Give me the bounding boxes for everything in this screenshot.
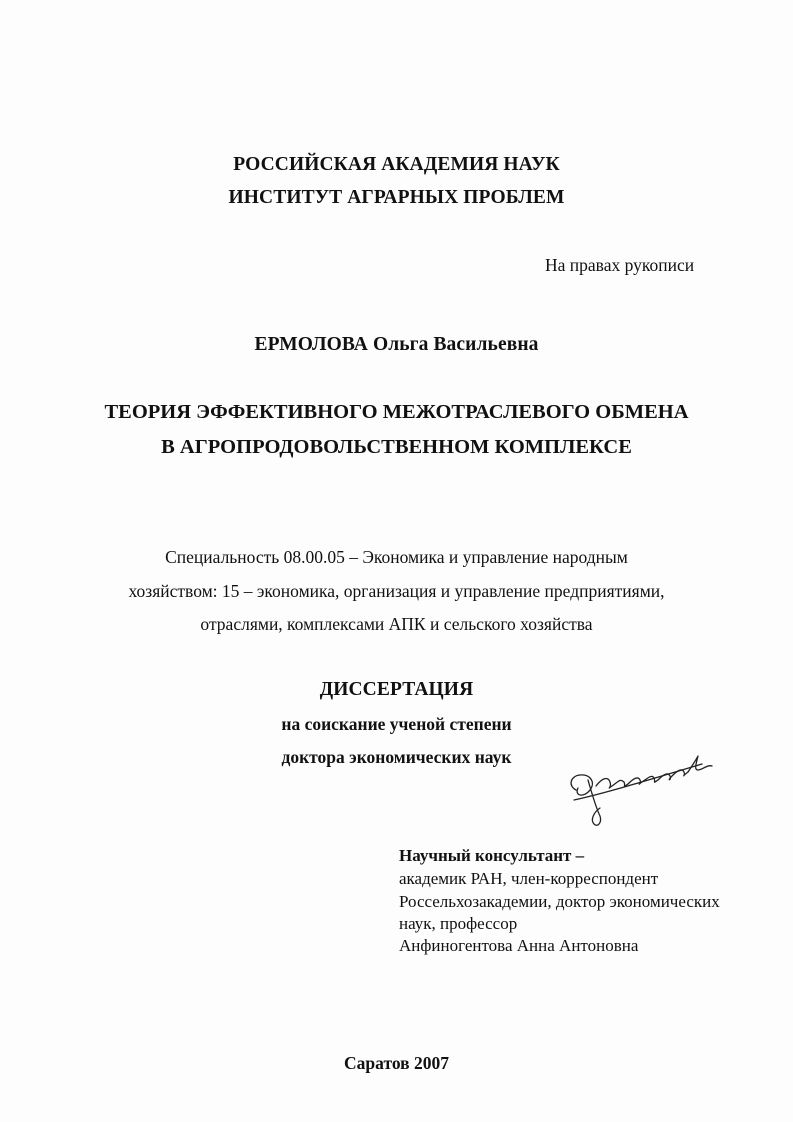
degree-line-1: на соискание ученой степени bbox=[281, 714, 512, 734]
consultant-line-3: наук, профессор bbox=[399, 914, 518, 933]
city-year: Саратов 2007 bbox=[344, 1053, 449, 1073]
consultant-name: Анфиногентова Анна Антоновна bbox=[399, 936, 639, 955]
manuscript-note: На правах рукописи bbox=[545, 255, 695, 275]
handwritten-signature bbox=[562, 742, 722, 834]
specialty-line-1: Специальность 08.00.05 – Экономика и управление народным bbox=[165, 547, 628, 567]
dissertation-title-line-1: ТЕОРИЯ ЭФФЕКТИВНОГО МЕЖОТРАСЛЕВОГО ОБМЕНА bbox=[104, 401, 689, 423]
author-name: ЕРМОЛОВА Ольга Васильевна bbox=[254, 334, 539, 355]
academy-heading: РОССИЙСКАЯ АКАДЕМИЯ НАУК bbox=[233, 154, 560, 175]
dissertation-title-line-2: В АГРОПРОДОВОЛЬСТВЕННОМ КОМПЛЕКСЕ bbox=[161, 436, 632, 458]
dissertation-label: ДИССЕРТАЦИЯ bbox=[319, 679, 474, 700]
specialty-line-2: хозяйством: 15 – экономика, организация и управление предприятиями, bbox=[128, 581, 665, 601]
degree-line-2: доктора экономических наук bbox=[281, 747, 512, 767]
signature-stroke bbox=[574, 764, 702, 800]
signature-stroke bbox=[628, 776, 658, 784]
consultant-line-2: Россельхозакадемии, доктор экономических bbox=[399, 892, 720, 911]
specialty-line-3: отраслями, комплексами АПК и сельского хозяйства bbox=[200, 614, 593, 634]
consultant-label: Научный консультант – bbox=[399, 846, 585, 865]
consultant-line-1: академик РАН, член-корреспондент bbox=[399, 869, 659, 888]
institute-heading: ИНСТИТУТ АГРАРНЫХ ПРОБЛЕМ bbox=[228, 187, 565, 208]
signature-stroke bbox=[658, 770, 688, 780]
signature-stroke bbox=[588, 780, 601, 825]
